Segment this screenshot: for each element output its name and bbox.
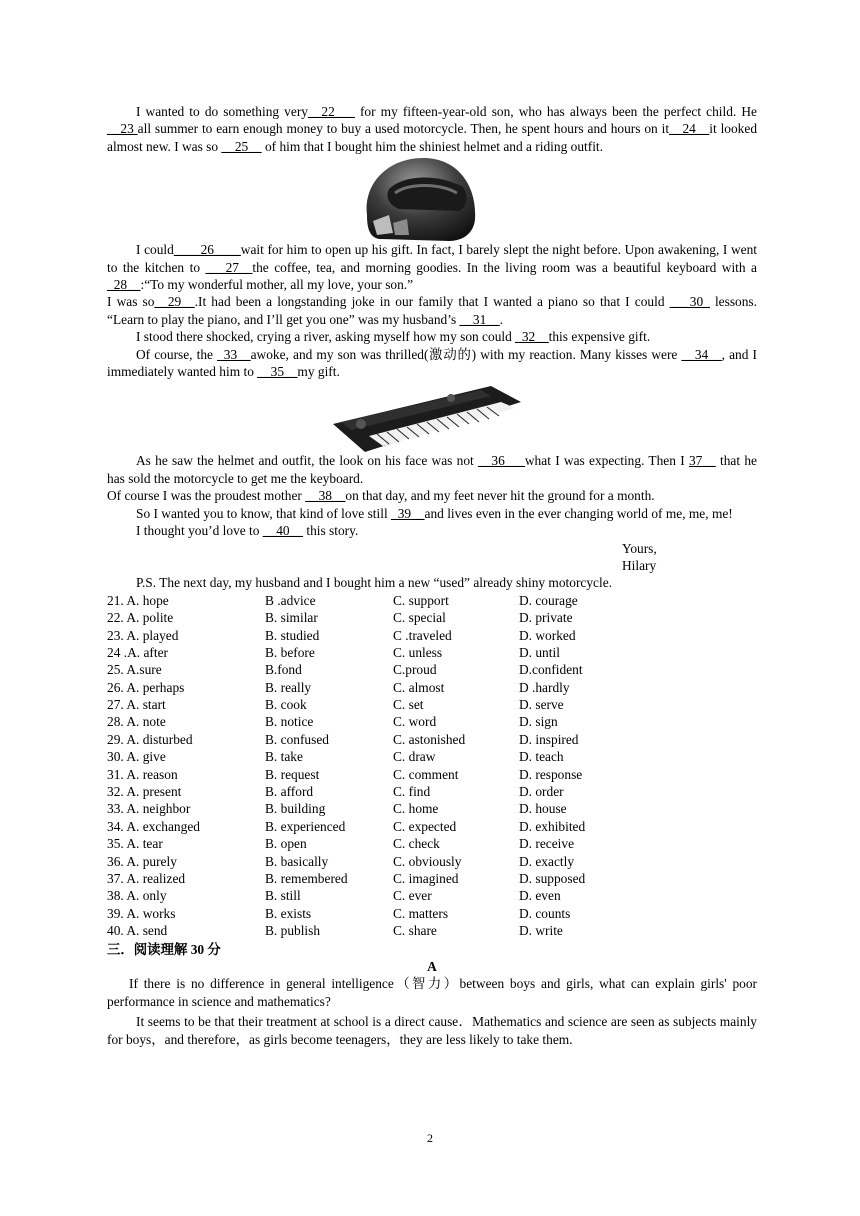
blank-26: ____26____ <box>173 242 241 258</box>
cloze-paragraph-9 <box>107 522 757 539</box>
option-a: 23. A. played <box>107 627 179 643</box>
option-b: B. still <box>265 888 301 904</box>
option-row <box>107 644 757 661</box>
option-a: 21. A. hope <box>107 592 169 608</box>
text: that he has sold the motorcycle to get me the keyboard. <box>107 453 757 486</box>
text: I was so <box>107 294 155 310</box>
text: Of course I was the proudest mother <box>107 488 306 504</box>
option-d: D.confident <box>519 662 583 678</box>
text: what I was expecting. Then I <box>524 453 689 469</box>
option-c: C. share <box>393 923 437 939</box>
option-row <box>107 679 757 696</box>
option-a: 26. A. perhaps <box>107 679 185 695</box>
option-d: D .hardly <box>519 679 570 695</box>
option-a: 27. A. start <box>107 697 166 713</box>
option-b: B. experienced <box>265 818 346 834</box>
option-d: D. counts <box>519 905 571 921</box>
option-c: C. matters <box>393 905 449 921</box>
option-d: D. write <box>519 923 563 939</box>
option-row <box>107 592 757 609</box>
option-c: C. set <box>393 697 424 713</box>
blank-39: _39__ <box>391 505 425 521</box>
blank-38: __38__ <box>305 488 346 504</box>
option-d: D. exhibited <box>519 818 586 834</box>
option-d: D. until <box>519 644 560 660</box>
option-b: B.fond <box>265 662 302 678</box>
cloze-paragraph-2 <box>107 241 757 293</box>
option-b: B. cook <box>265 697 307 713</box>
signature-name: Hilary <box>622 557 657 573</box>
option-d: D. supposed <box>519 870 586 886</box>
blank-36: __36___ <box>478 453 525 469</box>
text: of him that I bought him the shiniest helmet and a riding outfit. <box>261 138 604 154</box>
option-d: D. house <box>519 801 567 817</box>
option-a: 32. A. present <box>107 784 182 800</box>
option-d: D. exactly <box>519 853 575 869</box>
option-b: B. exists <box>265 905 312 921</box>
blank-34: __34__ <box>681 346 722 362</box>
option-c: C. expected <box>393 818 457 834</box>
blank-33: _33__ <box>217 346 251 362</box>
text: the coffee, tea, and morning goodies. In the living room was a beautiful keyboard with a <box>252 259 757 275</box>
text: :“To my wonderful mother, all my love, your son.” <box>140 277 414 293</box>
text: and lives even in the ever changing world of me, me, me! <box>424 505 733 521</box>
option-c: C. check <box>393 836 440 852</box>
cloze-paragraph-4 <box>107 328 757 345</box>
text: I could <box>136 242 174 258</box>
option-c: C. find <box>393 784 431 800</box>
option-a: 28. A. note <box>107 714 166 730</box>
option-row <box>107 783 757 800</box>
option-c: C. support <box>393 592 449 608</box>
option-c: C. draw <box>393 749 436 765</box>
option-d: D. private <box>519 610 573 626</box>
option-c: C. unless <box>393 644 443 660</box>
option-row <box>107 835 757 852</box>
option-c: C. astonished <box>393 731 466 747</box>
text: As he saw the helmet and outfit, the look on his face was not <box>136 453 479 469</box>
option-c: C. home <box>393 801 439 817</box>
text: So I wanted you to know, that kind of love still <box>136 505 392 521</box>
option-b: B. before <box>265 644 315 660</box>
text: it looked almost new. I was so <box>107 121 758 154</box>
text: , and I immediately wanted him to <box>107 346 757 380</box>
option-row <box>107 731 757 748</box>
option-a: 22. A. polite <box>107 610 174 626</box>
text: this story. <box>303 523 359 539</box>
option-c: C.proud <box>393 662 437 678</box>
blank-28: _28__ <box>107 277 141 293</box>
signature-yours: Yours, <box>622 540 657 556</box>
document-page <box>107 103 757 1048</box>
cloze-paragraph-3 <box>107 293 757 328</box>
text: my gift. <box>297 364 340 380</box>
reading-paragraph-2: It seems to be that their treatment at school is a direct cause．Mathematics and science are seen as subjects mainly for boys，and therefore，as girls become teenagers，they are less likely to take them. <box>107 1014 757 1047</box>
option-b: B. afford <box>265 784 314 800</box>
text: . <box>499 311 504 327</box>
text: .It had been a longstanding joke in our family that I wanted a piano so that I could <box>194 294 670 310</box>
options-list <box>107 592 757 940</box>
option-d: D. worked <box>519 627 576 643</box>
text: Of course, the <box>136 346 218 362</box>
blank-30: ___30_ <box>669 294 710 310</box>
option-a: 33. A. neighbor <box>107 801 191 817</box>
text: I wanted to do something very <box>136 104 308 119</box>
text: awoke, and my son was thrilled(激动的) with my reaction. Many kisses were <box>250 346 682 362</box>
option-c: C. special <box>393 610 446 626</box>
option-a: 38. A. only <box>107 888 167 904</box>
cloze-paragraph-1 <box>107 103 757 155</box>
option-b: B. confused <box>265 731 329 747</box>
section-title: 三．阅读理解 30 分 <box>107 941 221 957</box>
blank-27: ___27__ <box>205 259 253 275</box>
option-b: B. publish <box>265 923 321 939</box>
keyboard-image <box>107 380 757 452</box>
option-b: B. take <box>265 749 303 765</box>
option-b: B. studied <box>265 627 320 643</box>
option-a: 39. A. works <box>107 905 176 921</box>
helmet-image <box>107 155 757 241</box>
option-c: C. comment <box>393 766 459 782</box>
option-c: C. word <box>393 714 437 730</box>
option-d: D. response <box>519 766 583 782</box>
option-a: 29. A. disturbed <box>107 731 193 747</box>
blank-22: __22___ <box>307 104 355 119</box>
text: on that day, and my feet never hit the ground for a month. <box>345 488 655 504</box>
cloze-paragraph-8 <box>107 505 757 522</box>
reading-paragraph-1: If there is no difference in general intelligence（智力）between boys and girls, what can explain girls' poor performance in science and mathematics? <box>107 976 757 1009</box>
text: wait for him to open up his gift. In fact, I barely slept the night before. Upon awakening, I went to the kitchen to <box>107 242 758 275</box>
option-c: C. obviously <box>393 853 462 869</box>
option-d: D. teach <box>519 749 564 765</box>
option-d: D. serve <box>519 697 564 713</box>
option-a: 35. A. tear <box>107 836 163 852</box>
option-row <box>107 748 757 765</box>
option-row <box>107 887 757 904</box>
text: lessons. “Learn to play the piano, and I’ll get you one” was my husband’s <box>107 294 757 327</box>
option-row <box>107 818 757 835</box>
option-b: B. really <box>265 679 312 695</box>
option-a: 36. A. purely <box>107 853 177 869</box>
option-b: B. request <box>265 766 320 782</box>
text: this expensive gift. <box>548 329 651 345</box>
cloze-paragraph-5 <box>107 346 757 381</box>
blank-35: __35__ <box>257 364 298 380</box>
passage-letter: A <box>427 958 437 974</box>
option-b: B. basically <box>265 853 329 869</box>
blank-31: __31__ <box>459 311 500 327</box>
blank-24: __24__ <box>669 121 710 137</box>
blank-32: _32__ <box>515 329 549 345</box>
cloze-paragraph-6 <box>107 452 757 487</box>
text: I stood there shocked, crying a river, asking myself how my son could <box>136 329 516 345</box>
option-b: B. similar <box>265 610 318 626</box>
text: for my fifteen-year-old son, who has always been the perfect child. He <box>354 104 757 119</box>
option-row <box>107 627 757 644</box>
option-c: C. ever <box>393 888 432 904</box>
option-row <box>107 922 757 939</box>
blank-25: __25__ <box>221 138 262 154</box>
option-d: D. sign <box>519 714 558 730</box>
option-d: D. receive <box>519 836 575 852</box>
postscript: P.S. The next day, my husband and I bought him a new “used” already shiny motorcycle. <box>136 575 613 591</box>
blank-29: __29__ <box>154 294 195 310</box>
option-b: B. remembered <box>265 870 348 886</box>
option-row <box>107 713 757 730</box>
option-row <box>107 800 757 817</box>
option-b: B. notice <box>265 714 314 730</box>
option-row <box>107 853 757 870</box>
option-b: B .advice <box>265 592 316 608</box>
option-a: 40. A. send <box>107 923 168 939</box>
option-a: 34. A. exchanged <box>107 818 200 834</box>
option-d: D. courage <box>519 592 578 608</box>
option-a: 37. A. realized <box>107 870 186 886</box>
option-a: 30. A. give <box>107 749 166 765</box>
option-row <box>107 766 757 783</box>
option-c: C .traveled <box>393 627 452 643</box>
option-d: D. even <box>519 888 561 904</box>
option-c: C. almost <box>393 679 445 695</box>
option-c: C. imagined <box>393 870 459 886</box>
option-a: 31. A. reason <box>107 766 178 782</box>
option-b: B. building <box>265 801 326 817</box>
option-row <box>107 905 757 922</box>
option-row <box>107 609 757 626</box>
option-d: D. inspired <box>519 731 579 747</box>
option-d: D. order <box>519 784 564 800</box>
option-row <box>107 870 757 887</box>
blank-23: __23 <box>107 121 138 137</box>
text: I thought you’d love to <box>136 523 263 539</box>
option-row <box>107 696 757 713</box>
blank-37: 37__ <box>688 453 716 469</box>
cloze-paragraph-7 <box>107 487 757 504</box>
blank-40: __40__ <box>262 523 303 539</box>
text: all summer to earn enough money to buy a used motorcycle. Then, he spent hours and hours on it <box>137 121 670 137</box>
option-b: B. open <box>265 836 307 852</box>
option-a: 24 .A. after <box>107 644 168 660</box>
option-a: 25. A.sure <box>107 662 162 678</box>
page-number: 2 <box>427 1131 433 1145</box>
option-row <box>107 661 757 678</box>
